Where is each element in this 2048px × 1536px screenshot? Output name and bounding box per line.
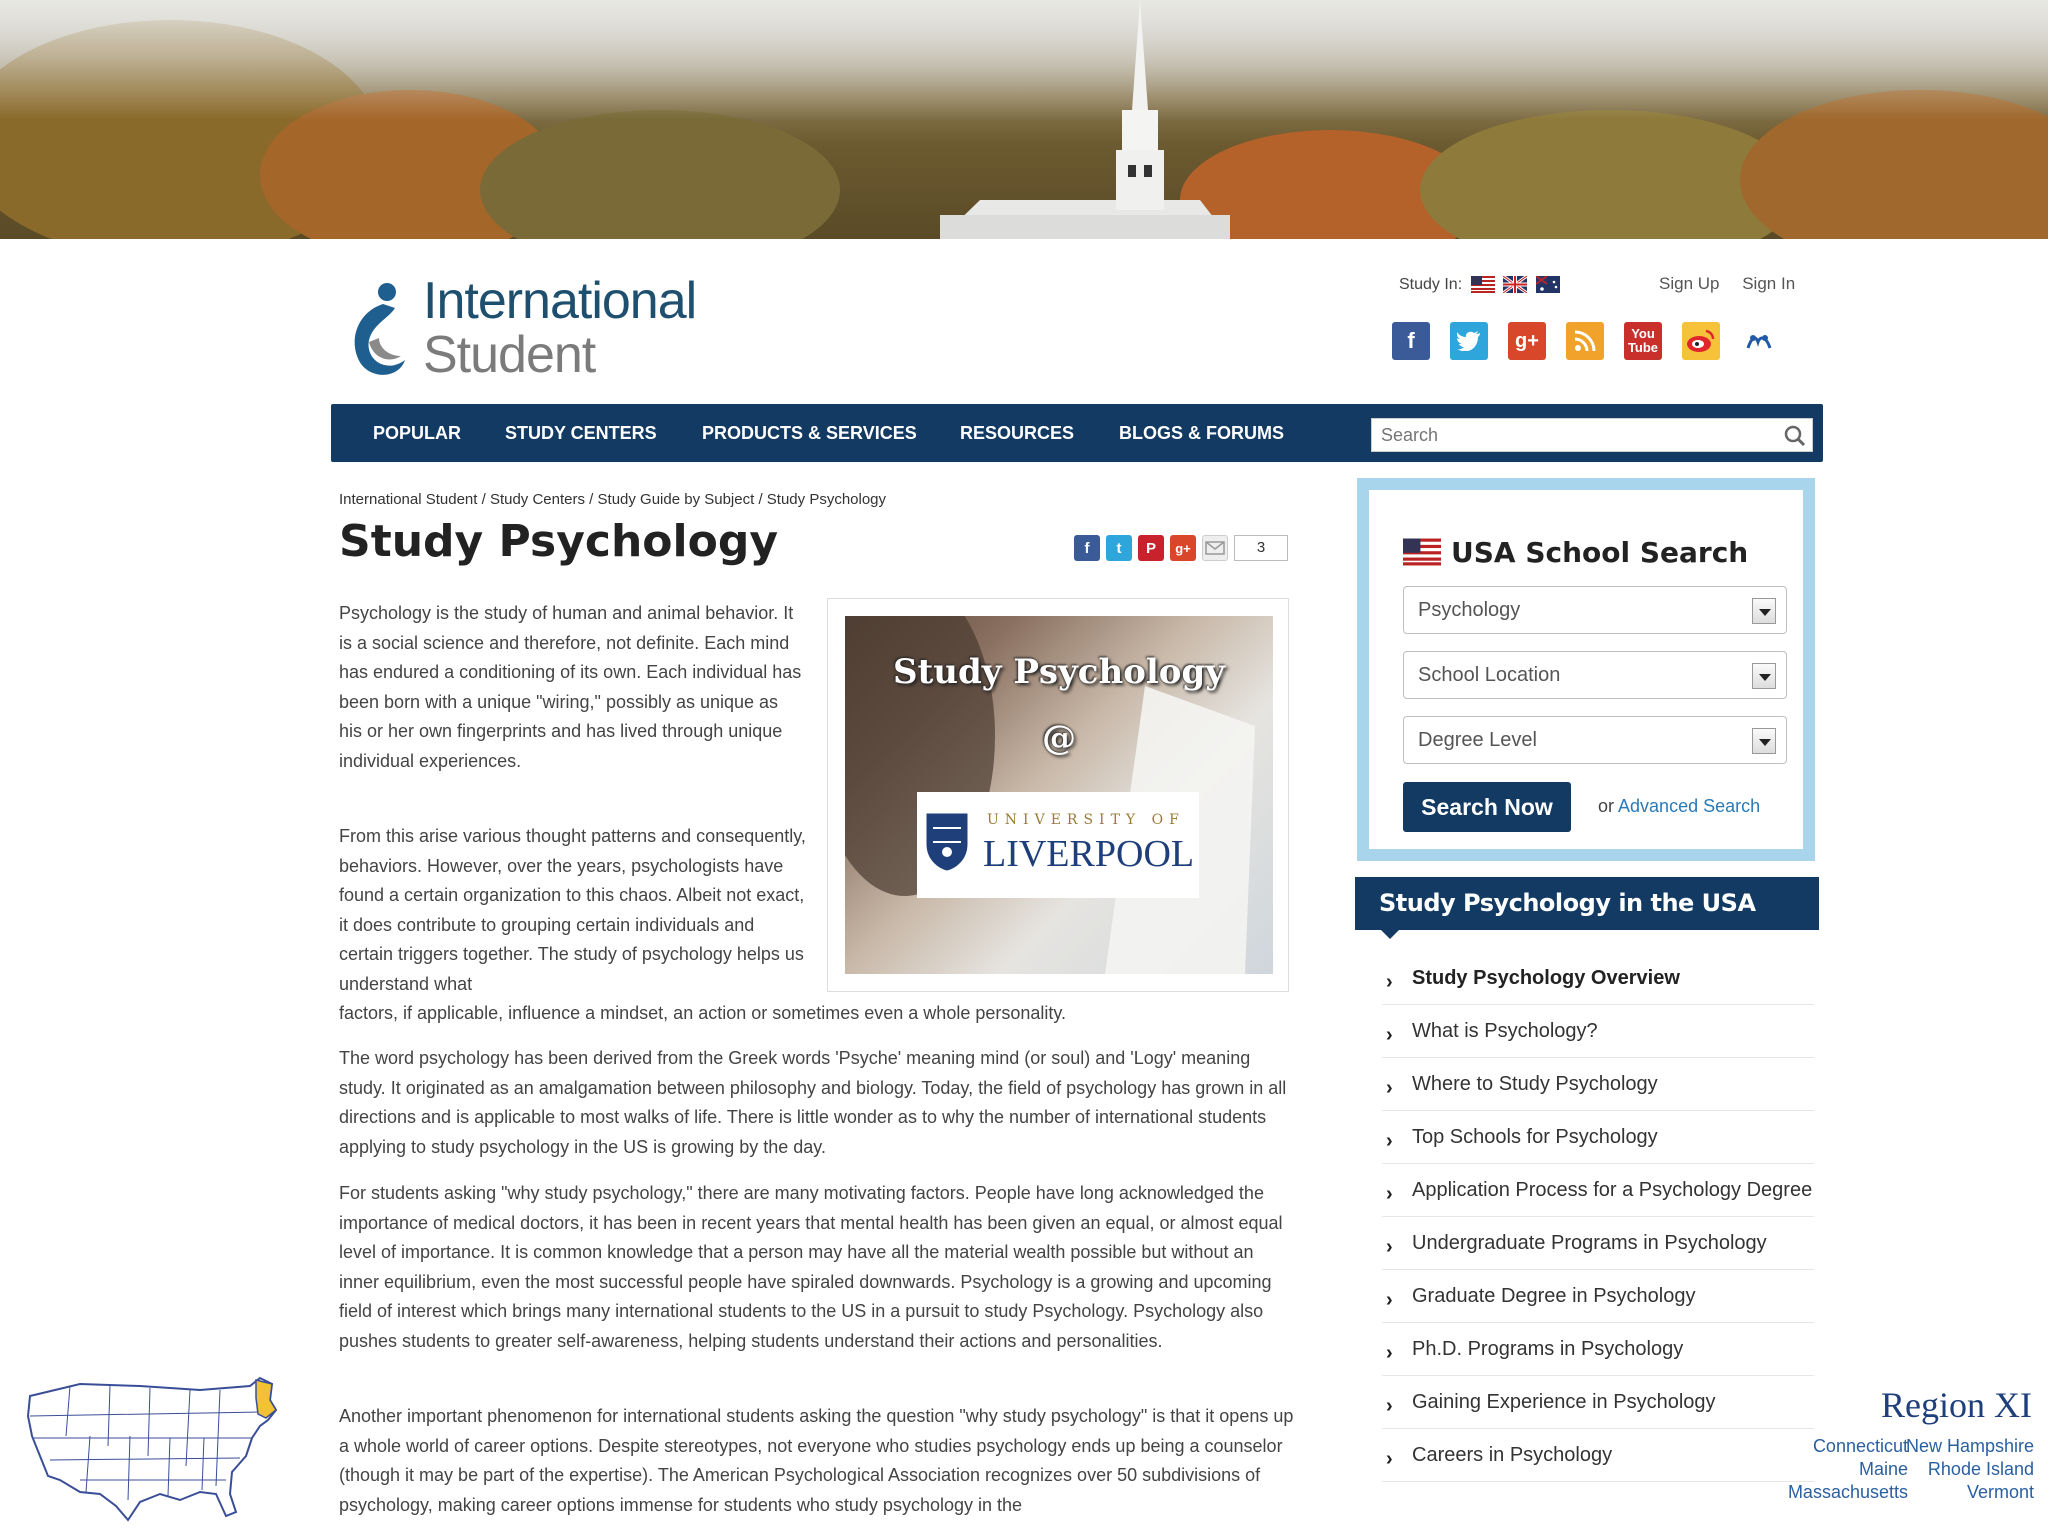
chevron-right-icon: ›: [1386, 1183, 1393, 1205]
study-in-selector: [1399, 276, 1560, 294]
nav-item-study-centers[interactable]: STUDY CENTERS: [505, 423, 657, 443]
logo-text-international: International: [423, 272, 697, 330]
chevron-right-icon: ›: [1386, 1289, 1393, 1311]
youtube-icon[interactable]: You Tube: [1624, 322, 1662, 360]
chevron-down-icon[interactable]: [1752, 598, 1776, 624]
usa-school-search-widget: [1357, 478, 1815, 861]
region-state: Maine: [1858, 1459, 1908, 1479]
guide-heading-bar: [1355, 877, 1819, 970]
guide-item-label: Study Psychology Overview: [1412, 967, 1680, 989]
guide-list-item[interactable]: [1382, 1217, 1814, 1270]
region-state: Rhode Island: [1927, 1459, 2034, 1479]
advanced-search-row: [1598, 796, 1760, 817]
or-text: or: [1598, 796, 1615, 816]
article-image: [827, 598, 1289, 992]
location-select[interactable]: [1403, 651, 1787, 699]
guide-item-label: Top Schools for Psychology: [1412, 1126, 1658, 1148]
breadcrumb-separator: /: [585, 491, 598, 508]
search-icon[interactable]: [1784, 425, 1806, 447]
guide-item-label: Where to Study Psychology: [1412, 1073, 1658, 1095]
chevron-right-icon: ›: [1386, 1448, 1393, 1470]
us-map-icon: [20, 1376, 288, 1526]
share-bar: [1074, 535, 1288, 561]
site-logo[interactable]: [343, 274, 703, 384]
guide-item-label: Graduate Degree in Psychology: [1412, 1285, 1696, 1307]
nav-search-box: [1371, 418, 1813, 452]
liverpool-label: LIVERPOOL: [983, 833, 1195, 875]
share-pinterest-icon[interactable]: P: [1138, 535, 1164, 561]
nav-item-resources[interactable]: RESOURCES: [960, 423, 1075, 443]
degree-select[interactable]: [1403, 716, 1787, 764]
guide-item-label: Ph.D. Programs in Psychology: [1412, 1338, 1684, 1360]
region-state: Connecticut: [1812, 1436, 1908, 1456]
breadcrumb-separator: /: [754, 491, 767, 508]
us-flag-icon: [1403, 538, 1441, 566]
breadcrumb-separator: /: [477, 491, 490, 508]
guide-list-item[interactable]: [1382, 1005, 1814, 1058]
subject-select[interactable]: [1403, 586, 1787, 634]
share-email-icon[interactable]: [1202, 535, 1228, 561]
logo-text-student: Student: [423, 326, 596, 384]
university-of-label: UNIVERSITY OF: [987, 812, 1185, 828]
page-title: Study Psychology: [339, 516, 779, 567]
article-paragraph: Another important phenomenon for international students asking the question "why study psychology" is that it opens up a whole world of career options. Despite stereotypes, not everyone who studies psychology ends up being a counselor (though it may be part of the expertise). The American Psychological Association recognizes over 50 subdivisions of psychology, making career options immense for students who study psychology in the: [339, 1406, 1294, 1515]
guide-list-item[interactable]: [1382, 1111, 1814, 1164]
hero-banner-image: [0, 0, 2048, 239]
breadcrumb-current: Study Psychology: [766, 491, 887, 508]
chevron-right-icon: ›: [1386, 1236, 1393, 1258]
auth-links: [1641, 274, 1795, 294]
share-google-plus-icon[interactable]: g+: [1170, 535, 1196, 561]
article-paragraph: From this arise various thought patterns and consequently, behaviors. However, over the years, psychologists have found a certain organization to this chaos. Albeit not exact, it does contribute to grouping certain individuals and certain triggers together. The study of psychology helps us understand what: [339, 826, 806, 994]
social-links: [1392, 322, 1778, 360]
guide-item-label: What is Psychology?: [1412, 1020, 1598, 1042]
renren-icon[interactable]: [1740, 322, 1778, 360]
sign-in-link[interactable]: Sign In: [1742, 274, 1796, 293]
school-search-heading: USA School Search: [1451, 536, 1749, 569]
guide-list-item[interactable]: [1382, 952, 1814, 1005]
region-title: Region XI: [1881, 1385, 2032, 1425]
logo-mark-icon: [343, 282, 421, 382]
weibo-icon[interactable]: [1682, 322, 1720, 360]
nav-item-products-services[interactable]: PRODUCTS & SERVICES: [702, 423, 917, 443]
region-state: Massachusetts: [1787, 1482, 1908, 1502]
article-paragraph: For students asking "why study psychology," there are many motivating factors. People have long acknowledged the importance of medical doctors, it has been in recent years that mental health has been given an equal, or almost equal level of importance. It is common knowledge that a person may have all the material wealth possible but without an inner equilibrium, even the most successful people have spiraled downwards. Psychology is a growing and upcoming field of interest which brings many international students to the US in a pursuit to study Psychology. Psychology also pushes students to greater self-awareness, helping students understand their actions and personalities.: [339, 1183, 1283, 1351]
chevron-right-icon: ›: [1386, 1395, 1393, 1417]
guide-list-item[interactable]: [1382, 1270, 1814, 1323]
chevron-right-icon: ›: [1386, 1342, 1393, 1364]
chevron-down-icon[interactable]: [1752, 663, 1776, 689]
chevron-right-icon: ›: [1386, 1077, 1393, 1099]
breadcrumb-link[interactable]: Study Guide by Subject: [597, 491, 755, 508]
chevron-down-icon[interactable]: [1752, 728, 1776, 754]
search-input[interactable]: [1372, 419, 1772, 451]
article-paragraph: The word psychology has been derived from the Greek words 'Psyche' meaning mind (or soul) and 'Logy' meaning study. It originated as an amalgamation between philosophy and biology. Today, the field of psychology has grown in all directions and is applicable to most walks of life. There is little wonder as to why the number of international students applying to study psychology in the US is growing by the day.: [339, 1048, 1287, 1157]
guide-item-label: Gaining Experience in Psychology: [1412, 1391, 1716, 1413]
rss-icon[interactable]: [1566, 322, 1604, 360]
nav-item-blogs-forums[interactable]: BLOGS & FORUMS: [1119, 423, 1284, 443]
nav-item-popular[interactable]: POPULAR: [373, 423, 462, 443]
search-now-button[interactable]: Search Now: [1403, 782, 1571, 832]
guide-item-label: Careers in Psychology: [1412, 1444, 1613, 1466]
facebook-icon[interactable]: f: [1392, 322, 1430, 360]
promo-caption-title: Study Psychology: [892, 652, 1226, 692]
guide-list-item[interactable]: [1382, 1058, 1814, 1111]
australia-flag-icon[interactable]: [1536, 276, 1560, 293]
location-select-value: School Location: [1418, 664, 1561, 686]
article-paragraph: factors, if applicable, influence a mindset, an action or sometimes even a whole personality.: [339, 1003, 1067, 1023]
share-twitter-icon[interactable]: t: [1106, 535, 1132, 561]
article-paragraph: Psychology is the study of human and animal behavior. It is a social science and therefore, not definite. Each mind has endured a conditioning of its own. Each individual has been born with a unique "wiring," possibly as unique as his or her own fingerprints and has lived through unique individual experiences.: [339, 603, 802, 771]
us-flag-icon[interactable]: [1471, 276, 1495, 293]
guide-item-label: Undergraduate Programs in Psychology: [1412, 1232, 1767, 1254]
university-of-liverpool-logo: [917, 792, 1199, 898]
share-facebook-icon[interactable]: f: [1074, 535, 1100, 561]
study-psychology-promo-image[interactable]: [845, 616, 1273, 974]
guide-heading: Study Psychology in the USA Guide: [1379, 889, 1756, 970]
region-states-column-1: [1788, 1435, 1908, 1504]
chevron-right-icon: ›: [1386, 971, 1393, 993]
sign-up-link[interactable]: Sign Up: [1659, 274, 1720, 293]
advanced-search-link[interactable]: Advanced Search: [1618, 796, 1761, 816]
guide-list-item[interactable]: [1382, 1164, 1814, 1217]
study-in-label: Study In:: [1399, 276, 1463, 293]
chevron-right-icon: ›: [1386, 1130, 1393, 1152]
breadcrumb-link[interactable]: Study Centers: [489, 491, 585, 508]
liverpool-crest-icon: [925, 812, 969, 872]
region-legend: [1720, 1384, 2048, 1536]
promo-caption-at: @: [1042, 718, 1076, 758]
guide-item-label: Application Process for a Psychology Degree: [1412, 1179, 1813, 1201]
breadcrumb-link[interactable]: International Student: [339, 491, 478, 508]
twitter-icon[interactable]: [1450, 322, 1488, 360]
region-states-column-2: [1906, 1435, 2034, 1504]
subject-select-value: Psychology: [1418, 599, 1521, 621]
region-state: Vermont: [1966, 1482, 2034, 1502]
region-state: New Hampshire: [1905, 1436, 2034, 1456]
share-count: 3: [1234, 535, 1288, 561]
uk-flag-icon[interactable]: [1503, 276, 1527, 293]
breadcrumb: [339, 491, 886, 508]
chevron-right-icon: ›: [1386, 1024, 1393, 1046]
degree-select-value: Degree Level: [1418, 729, 1537, 751]
guide-list-item[interactable]: [1382, 1323, 1814, 1376]
google-plus-icon[interactable]: g+: [1508, 322, 1546, 360]
